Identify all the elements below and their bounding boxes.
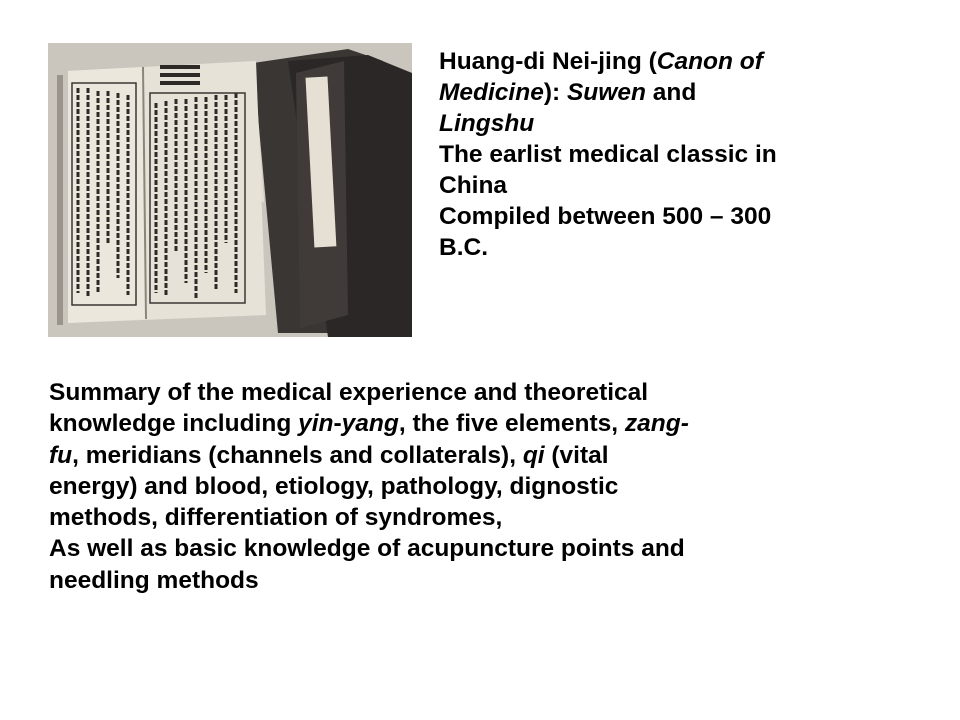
summary-vital: (vital — [544, 441, 609, 469]
book-photo — [48, 43, 412, 337]
term-yin: yin — [298, 410, 334, 438]
summary-line-2 — [49, 410, 689, 437]
summary-line-5: methods, differentiation of syndromes, — [49, 504, 503, 532]
earliest-line-1: The earlist medical classic in — [439, 141, 777, 168]
title-suwen: Suwen — [566, 79, 646, 106]
summary-line-4: energy) and blood, etiology, pathology, dignostic — [49, 472, 619, 500]
summary-meridians: , meridians (channels and collaterals), — [72, 441, 523, 469]
summary-line-3 — [49, 442, 609, 469]
term-yang: yang — [341, 410, 399, 438]
summary-five-elements: , the five elements, — [398, 410, 625, 438]
term-dash: - — [333, 410, 342, 438]
title-colon: ): — [543, 79, 567, 106]
summary-paragraph — [49, 377, 909, 596]
title-and: and — [645, 79, 697, 106]
book-photo-icon — [48, 43, 412, 337]
title-lingshu: Lingshu — [439, 110, 535, 137]
title-text: Huang-di Nei-jing ( — [439, 48, 657, 75]
term-qi: qi — [522, 441, 545, 469]
book-title — [439, 46, 909, 139]
title-medicine: Medicine — [439, 79, 544, 106]
compiled-line-2: B.C. — [439, 234, 488, 261]
summary-line-1: Summary of the medical experience and theoretical — [49, 379, 649, 406]
caption-block — [439, 46, 909, 263]
summary-line-2-text: knowledge including — [49, 410, 299, 438]
term-fu: fu — [49, 441, 73, 469]
term-zang: zang- — [624, 410, 689, 438]
title-canon: Canon of — [656, 48, 763, 75]
earliest-classic-text — [439, 139, 909, 201]
earliest-line-2: China — [439, 172, 508, 199]
summary-text — [49, 377, 909, 596]
compiled-date-text — [439, 201, 909, 263]
compiled-line-1: Compiled between 500 – 300 — [439, 203, 772, 230]
summary-line-6: As well as basic knowledge of acupuncture points and — [49, 535, 685, 563]
summary-line-7: needling methods — [49, 566, 259, 594]
